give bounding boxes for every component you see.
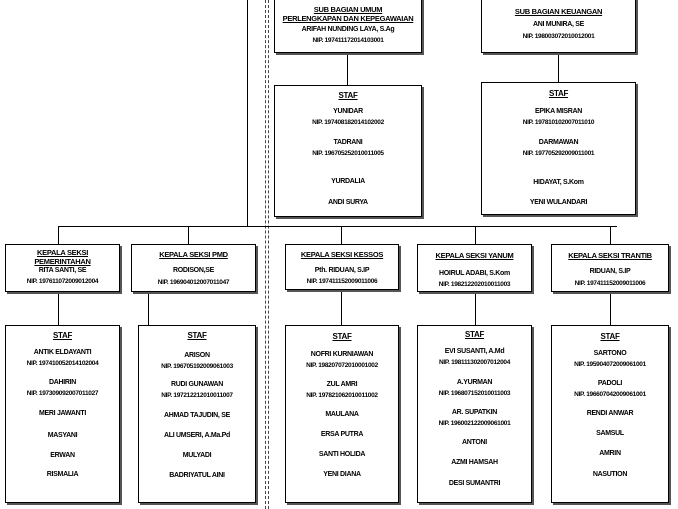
kepala-seksi-trantib-box [551, 244, 669, 292]
staf-member-name: PADOLI [597, 380, 623, 387]
staf-member-name: BADRIYATUL AINI [169, 472, 225, 479]
sub-keuangan-name: ANI MUNIRA, SE [532, 21, 585, 28]
staf-member-name: RISMALIA [46, 471, 79, 478]
sub-keuangan-nip: NIP. 198003072010012001 [522, 33, 595, 40]
staf-member-nip: NIP. 197408182014102002 [312, 119, 384, 126]
connector-staf-4 [475, 292, 476, 325]
staf-member-name: DARMAWAN [538, 139, 579, 146]
staf-member-name: NASUTION [592, 471, 628, 478]
sub-bagian-umum-box [274, 0, 422, 53]
staf-member-name: DESI SUMANTRI [448, 480, 501, 487]
staf-member-name: ANTIK ELDAYANTI [33, 349, 92, 356]
staf-title: STAF [52, 331, 73, 340]
staf-member-name: MAULANA [325, 411, 359, 418]
staf-member-name: EPIKA MISRAN [534, 108, 583, 115]
staf-member-name: RUDI GUNAWAN [170, 381, 223, 388]
connector-staf-3 [341, 290, 342, 325]
staf-trantib-box [551, 325, 669, 503]
staf-member-name: EVI SUSANTI, A.Md [444, 348, 505, 355]
staf-member-nip: NIP. 198207072010001002 [306, 362, 378, 369]
staf-member-nip: NIP. 195904072009061001 [574, 361, 646, 368]
sub-umum-name: ARIFAH NUNDING LAYA, S.Ag [301, 26, 395, 33]
staf-title: STAF [600, 332, 620, 341]
connector-seksi-2 [188, 226, 189, 244]
staf-member-nip: NIP. 196002122009061001 [438, 420, 511, 427]
staf-member-nip: NIP. 197212212010011007 [161, 392, 233, 399]
sub-umum-title-2: PERLENGKAPAN DAN KEPEGAWAIAN [282, 14, 414, 23]
staf-member-name: ARISON [184, 352, 210, 359]
seksi-title-1: KEPALA SEKSI PMD [159, 250, 228, 259]
connector-staf-umum [347, 52, 348, 85]
sub-bagian-keuangan-box [481, 0, 636, 53]
staf-member-nip: NIP. 197410052014102004 [26, 360, 99, 367]
kepala-seksi-yanum-box [417, 244, 532, 292]
staf-title: STAF [332, 332, 352, 341]
seksi-head-nip: NIP. 198212202010011003 [438, 281, 511, 288]
staf-member-name: ALI UMSERI, A.Ma.Pd [164, 432, 230, 439]
staf-member-name: MERI JAWANTI [39, 410, 86, 417]
staf-member-name: RENDI ANWAR [586, 410, 634, 417]
staf-member-nip: NIP. 196607042009061001 [574, 391, 646, 398]
staf-member-name: NOFRI KURNIAWAN [310, 351, 374, 358]
staf-member-name: ZUL AMRI [326, 381, 358, 388]
sub-keuangan-title: SUB BAGIAN KEUANGAN [514, 7, 603, 16]
staf-member-nip: NIP. 196705192009061003 [161, 363, 233, 370]
connector-seksi-4 [475, 226, 476, 244]
staf-member-name: AHMAD TAJUDIN, SE [164, 412, 230, 419]
seksi-head-nip: NIP. 197411152009011006 [306, 278, 378, 285]
staf-title: STAF [464, 330, 485, 339]
connector-staf-5 [610, 292, 611, 325]
seksi-head-nip: NIP. 197411152009011006 [574, 280, 646, 287]
staf-member-nip: NIP. 196807152010011003 [438, 390, 511, 397]
kepala-seksi-pmd-box [131, 244, 256, 292]
dashed-divider-line [265, 0, 267, 509]
horizontal-branch-line [58, 226, 617, 227]
seksi-title-1: KEPALA SEKSI TRANTIB [568, 251, 652, 260]
staf-member-name: YENI DIANA [323, 471, 361, 478]
staf-keuangan-title: STAF [548, 89, 569, 98]
seksi-head-name: RODISON,SE [173, 267, 214, 274]
staf-member-nip: NIP. 197309092007011027 [26, 390, 99, 397]
staf-member-name: ANDI SURYA [328, 199, 368, 206]
sub-umum-nip: NIP. 197411172014103001 [312, 37, 384, 44]
staf-member-name: DAHIRIN [48, 379, 77, 386]
staf-member-name: SANTI HOLIDA [318, 451, 366, 458]
staf-member-name: ANTONI [462, 439, 487, 446]
seksi-head-nip: NIP. 197611072009012004 [26, 278, 99, 285]
seksi-head-name: Pth. RIDUAN, S.IP [314, 267, 370, 274]
seksi-head-name: RITA SANTI, SE [38, 267, 87, 274]
staf-member-name: SARTONO [593, 350, 627, 357]
staf-member-nip: NIP. 197821062010011002 [306, 392, 378, 399]
staf-umum-title: STAF [338, 91, 358, 100]
staf-pmd-box [138, 325, 256, 503]
staf-yanum-box [417, 325, 532, 503]
connector-staf-2 [148, 292, 149, 325]
staf-member-name: AZMI HAMSAH [451, 459, 498, 466]
seksi-title-2: PEMERINTAHAN [34, 257, 91, 266]
connector-seksi-5 [610, 226, 611, 244]
seksi-title-1: KEPALA SEKSI [37, 248, 88, 257]
staf-umum-box [274, 85, 422, 217]
staf-member-nip: NIP. 196705252010011005 [312, 150, 384, 157]
connector-staf-1 [58, 292, 59, 325]
staf-member-name: AMRIN [599, 450, 621, 457]
seksi-title-1: KEPALA SEKSI KESSOS [300, 250, 384, 259]
staf-member-name: MULYADI [182, 452, 212, 459]
staf-pemerintahan-box [5, 325, 120, 503]
staf-member-nip: NIP. 198111302007012004 [438, 359, 511, 366]
dashed-divider-line-2 [268, 0, 270, 509]
staf-member-name: A.YURMAN [456, 379, 493, 386]
seksi-head-name: RIDUAN, S.IP [589, 268, 631, 275]
connector-seksi-3 [341, 226, 342, 244]
staf-title: STAF [187, 331, 207, 340]
staf-member-name: ERSA PUTRA [320, 431, 364, 438]
staf-member-nip: NIP. 197705292009011001 [522, 150, 595, 157]
kepala-seksi-pemerintahan-box [5, 244, 120, 292]
staf-member-name: YURDALIA [331, 178, 365, 185]
staf-member-name: YUNIDAR [333, 108, 363, 115]
staf-member-name: ERWAN [50, 452, 75, 459]
seksi-head-nip: NIP. 196904012007011047 [157, 279, 230, 286]
staf-member-name: YENI WULANDARI [529, 199, 588, 206]
staf-member-name: AR. SUPATKIN [451, 409, 498, 416]
staf-member-name: TADRANI [333, 139, 363, 146]
staf-member-name: SAMSUL [596, 430, 624, 437]
connector-staf-keuangan [558, 52, 559, 82]
staf-member-nip: NIP. 197810102007011010 [522, 119, 595, 126]
trunk-line-vertical [247, 0, 248, 226]
staf-member-name: MASYANI [47, 432, 78, 439]
staf-member-name: HIDAYAT, S.Kom [533, 179, 584, 186]
seksi-title-1: KEPALA SEKSI YANUM [435, 251, 514, 260]
seksi-head-name: HOIRUL ADABI, S.Kom [439, 270, 510, 277]
sub-umum-title-1: SUB BAGIAN UMUM [313, 5, 383, 14]
staf-keuangan-box [481, 82, 636, 215]
staf-kessos-box [285, 325, 399, 503]
kepala-seksi-kessos-box [285, 244, 399, 290]
connector-seksi-1 [58, 226, 59, 244]
